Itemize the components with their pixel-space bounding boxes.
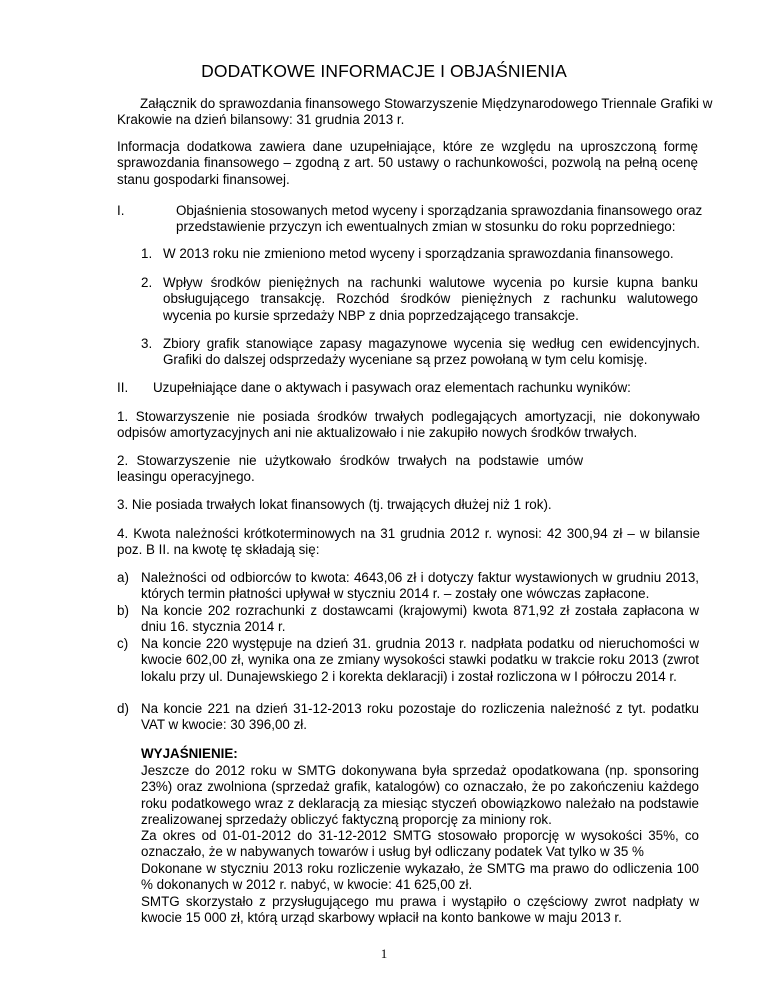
explanation-paragraph-4: SMTG skorzystało z przysługującego mu prawa i wystąpiło o częściowy zwrot nadpłaty w kwocie 15 000 zł, którą urząd skarbowy wpłacił na konto bankowe w maju 2013 r. bbox=[141, 894, 699, 926]
explanation-paragraph-2: Za okres od 01-01-2012 do 31-12-2012 SMTG stosowało proporcję w wysokości 35%, co oznaczało, że w nabywanych towarów i usług był odliczany podatek Vat tylko w 35 % bbox=[141, 828, 699, 860]
section-1-item-1-number: 1. bbox=[141, 246, 153, 261]
section-1-item-1-text: W 2013 roku nie zmieniono metod wyceny i sporządzania sprawozdania finansowego. bbox=[163, 246, 674, 261]
list-a-marker: a) bbox=[117, 570, 129, 585]
list-b-marker: b) bbox=[117, 603, 129, 618]
list-c-marker: c) bbox=[117, 636, 129, 651]
list-a-text: Należności od odbiorców to kwota: 4643,06 zł i dotyczy faktur wystawionych w grudniu 2013, których termin płatności upływał w styczniu 2014 r. – zostały one wówczas zapłacone. bbox=[141, 570, 699, 602]
section-2-heading: Uzupełniające dane o aktywach i pasywach oraz elementach rachunku wyników: bbox=[153, 380, 631, 395]
explanation-heading: WYJAŚNIENIE: bbox=[141, 746, 238, 761]
section-1-item-3-number: 3. bbox=[141, 336, 153, 351]
list-c-text: Na koncie 220 występuje na dzień 31. grudnia 2013 r. nadpłata podatku od nieruchomości w kwocie 602,00 zł, wynika ona ze zmiany wysokości stawki podatku w trakcie roku 2013 (zwrot lokalu przy ul. Dunajewskiego 2 i korekta deklaracji) i został rozliczona w I półroczu 2014 r. bbox=[141, 636, 699, 684]
explanation-paragraph-1: Jeszcze do 2012 roku w SMTG dokonywana była sprzedaż opodatkowana (np. sponsoring 23%) oraz zwolniona (sprzedaż grafik, katalogów) co oznaczało, że po zakończeniu każdego roku podatkowego wraz z deklaracją za miesiąc styczeń obowiązkowo należało na podstawie zrealizowanej sprzedaży obliczyć faktyczną proporcję za miniony rok. bbox=[141, 763, 699, 828]
page-number: 1 bbox=[380, 946, 388, 961]
info-paragraph: Informacja dodatkowa zawiera dane uzupełniające, które ze względu na uproszczoną formę sprawozdania finansowego – zgodną z art. 50 ustawy o rachunkowości, pozwolą na pełną ocenę stanu gospodarki finansowej. bbox=[117, 139, 698, 187]
section-2-paragraph-2: 2. Stowarzyszenie nie użytkowało środków trwałych na podstawie umów leasingu operacyjnego. bbox=[117, 453, 583, 485]
list-d-marker: d) bbox=[117, 701, 129, 716]
intro-text: Załącznik do sprawozdania finansowego Stowarzyszenie Międzynarodowego Triennale Grafiki w Krakowie na dzień bilansowy: 31 grudnia 2013 r. bbox=[117, 96, 713, 128]
list-d-text: Na koncie 221 na dzień 31-12-2013 roku pozostaje do rozliczenia należność z tyt. podatku VAT w kwocie: 30 396,00 zł. bbox=[141, 701, 699, 733]
list-b-text: Na koncie 202 rozrachunki z dostawcami (krajowymi) kwota 871,92 zł została zapłacona w dniu 16. stycznia 2014 r. bbox=[141, 603, 699, 635]
section-1-item-2-number: 2. bbox=[141, 275, 153, 290]
section-1-item-3-text: Zbiory grafik stanowiące zapasy magazynowe wycenia się według cen ewidencyjnych. Grafiki do dalszej odsprzedaży wyceniane są przez powołaną w tym celu komisję. bbox=[163, 336, 700, 368]
section-2-paragraph-1: 1. Stowarzyszenie nie posiada środków trwałych podlegających amortyzacji, nie dokonywało odpisów amortyzacyjnych ani nie aktualizowało i nie zakupiło nowych środków trwałych. bbox=[117, 409, 700, 441]
section-2-number: II. bbox=[117, 380, 129, 395]
section-1-heading: Objaśnienia stosowanych metod wyceny i sporządzania sprawozdania finansowego oraz przedstawienie przyczyn ich ewentualnych zmian w stosunku do roku poprzedniego: bbox=[176, 203, 703, 235]
page-title: DODATKOWE INFORMACJE I OBJAŚNIENIA bbox=[201, 61, 567, 81]
intro-paragraph bbox=[117, 96, 717, 129]
section-1-number: I. bbox=[117, 203, 125, 218]
section-2-paragraph-4: 4. Kwota należności krótkoterminowych na 31 grudnia 2012 r. wynosi: 42 300,94 zł – w bilansie poz. B II. na kwotę tę składają się: bbox=[117, 526, 700, 558]
explanation-paragraph-3: Dokonane w styczniu 2013 roku rozliczenie wykazało, że SMTG ma prawo do odliczenia 100 % dokonanych w 2012 r. nabyć, w kwocie: 41 625,00 zł. bbox=[141, 861, 699, 893]
section-1-item-2-text: Wpływ środków pieniężnych na rachunki walutowe wycenia po kursie kupna banku obsługującego transakcję. Rozchód środków pieniężnych z rachunku walutowego wycenia po kursie sprzedaży NBP z dnia poprzedzającego transakcje. bbox=[163, 275, 698, 323]
section-2-paragraph-3: 3. Nie posiada trwałych lokat finansowych (tj. trwających dłużej niż 1 rok). bbox=[117, 497, 552, 512]
